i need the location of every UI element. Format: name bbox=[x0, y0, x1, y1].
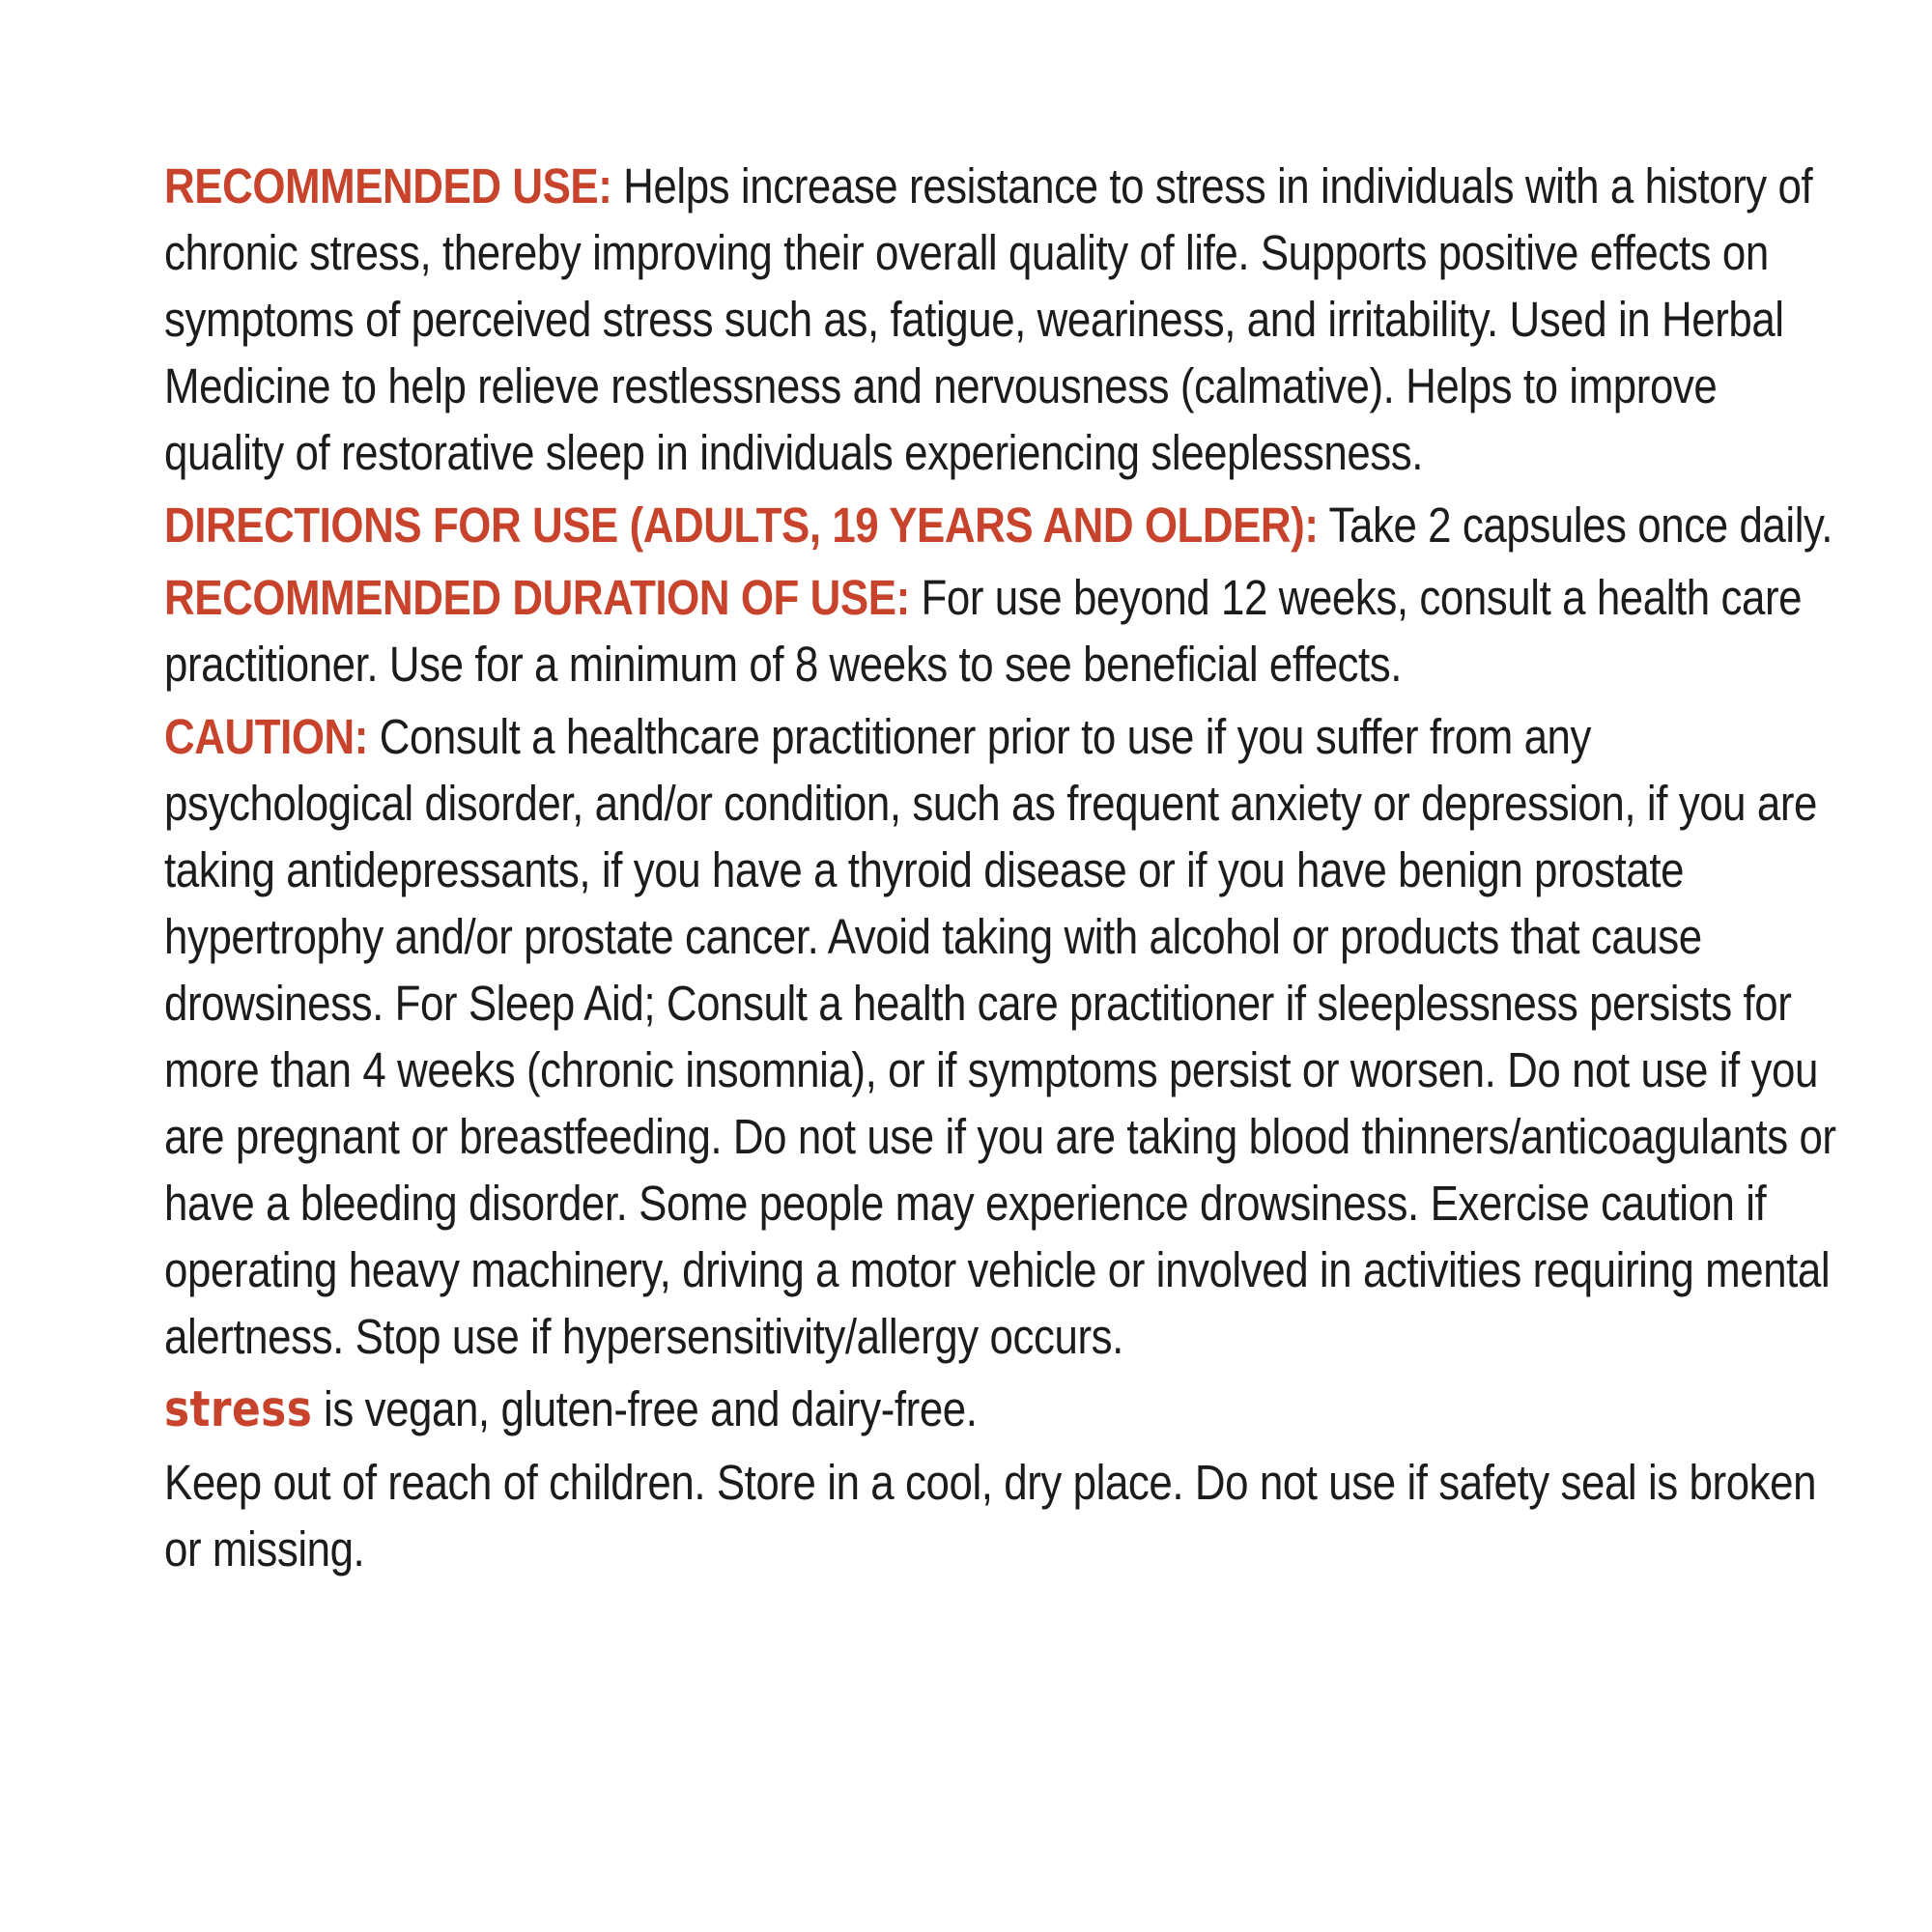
storage-note: Keep out of reach of children. Store in a cool, dry place. Do not use if safety seal is broken or missing. bbox=[164, 1455, 1817, 1577]
recommended-use-text: Helps increase resistance to stress in individuals with a history of chronic stress, thereby improving their overall quality of life. Supports positive effects on symptoms of perceived stress such as, fatigue, weariness, and irritability. Used in Herbal Medicine to help relieve restlessness and nervousness (calmative). Helps to improve quality of restorative sleep in individuals experiencing sleeplessness. bbox=[164, 158, 1813, 480]
caution-text: Consult a healthcare practitioner prior to use if you suffer from any psychological disorder, and/or condition, such as frequent anxiety or depression, if you are taking antidepressants, if you have a thyroid disease or if you have benign prostate hypertrophy and/or prostate cancer. Avoid taking with alcohol or products that cause drowsiness. For Sleep Aid; Consult a health care practitioner if sleeplessness persists for more than 4 weeks (chronic insomnia), or if symptoms persist or worsen. Do not use if you are pregnant or breastfeeding. Do not use if you are taking blood thinners/anticoagulants or have a bleeding disorder. Some people may experience drowsiness. Exercise caution if operating heavy machinery, driving a motor vehicle or involved in activities requiring mental alertness. Stop use if hypersensitivity/allergy occurs. bbox=[164, 709, 1836, 1364]
duration-text: For use beyond 12 weeks, consult a health care practitioner. Use for a minimum of 8 weeks to see beneficial effects. bbox=[164, 570, 1803, 692]
recommended-use-section bbox=[164, 153, 1845, 486]
duration-section bbox=[164, 564, 1845, 697]
caution-section bbox=[164, 703, 1845, 1370]
directions-heading: DIRECTIONS FOR USE (ADULTS, 19 YEARS AND OLDER): bbox=[164, 497, 1319, 553]
brand-statement-text: is vegan, gluten-free and dairy-free. bbox=[312, 1381, 978, 1436]
directions-section bbox=[164, 492, 1845, 558]
recommended-use-heading: RECOMMENDED USE: bbox=[164, 158, 612, 213]
label-copy bbox=[164, 153, 1845, 1588]
caution-heading: CAUTION: bbox=[164, 709, 368, 764]
brand-statement bbox=[164, 1376, 1845, 1443]
duration-heading: RECOMMENDED DURATION OF USE: bbox=[164, 570, 910, 625]
directions-text: Take 2 capsules once daily. bbox=[1318, 497, 1833, 553]
brand-name: stress bbox=[164, 1381, 313, 1438]
